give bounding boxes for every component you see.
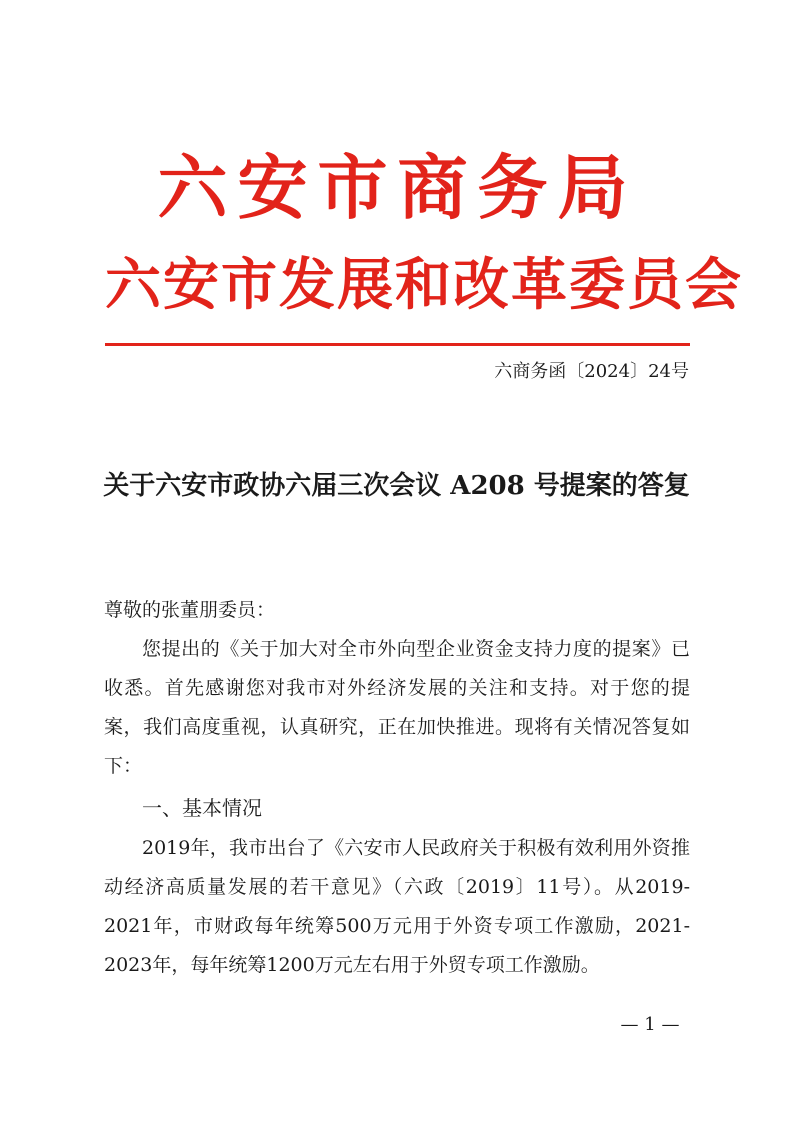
document-number: 六商务函〔2024〕24号 bbox=[494, 361, 689, 382]
salutation: 尊敬的张董朋委员： bbox=[104, 599, 276, 621]
page-number: — 1 — bbox=[620, 1014, 680, 1035]
section-paragraph: 2019年，我市出台了《六安市人民政府关于积极有效利用外资推动经济高质量发展的若干意见》（六政〔2019〕11号）。从2019-2021年，市财政每年统筹500万元用于外资专项工作激励，2021-2023年，每年统筹1200万元左右用于外贸专项工作激励。 bbox=[104, 837, 690, 976]
red-divider-line bbox=[105, 343, 690, 346]
intro-paragraph: 您提出的《关于加大对全市外向型企业资金支持力度的提案》已收悉。首先感谢您对我市对外经济发展的关注和支持。对于您的提案，我们高度重视，认真研究，正在加快推进。现将有关情况答复如下： bbox=[104, 638, 690, 777]
issuing-org-commerce-bureau: 六安市商务局 bbox=[157, 146, 638, 229]
issuing-org-development-reform-commission: 六安市发展和改革委员会 bbox=[105, 252, 743, 318]
section-heading-basic-situation: 一、基本情况 bbox=[142, 796, 262, 820]
document-title: 关于六安市政协六届三次会议 A208 号提案的答复 bbox=[103, 471, 690, 501]
